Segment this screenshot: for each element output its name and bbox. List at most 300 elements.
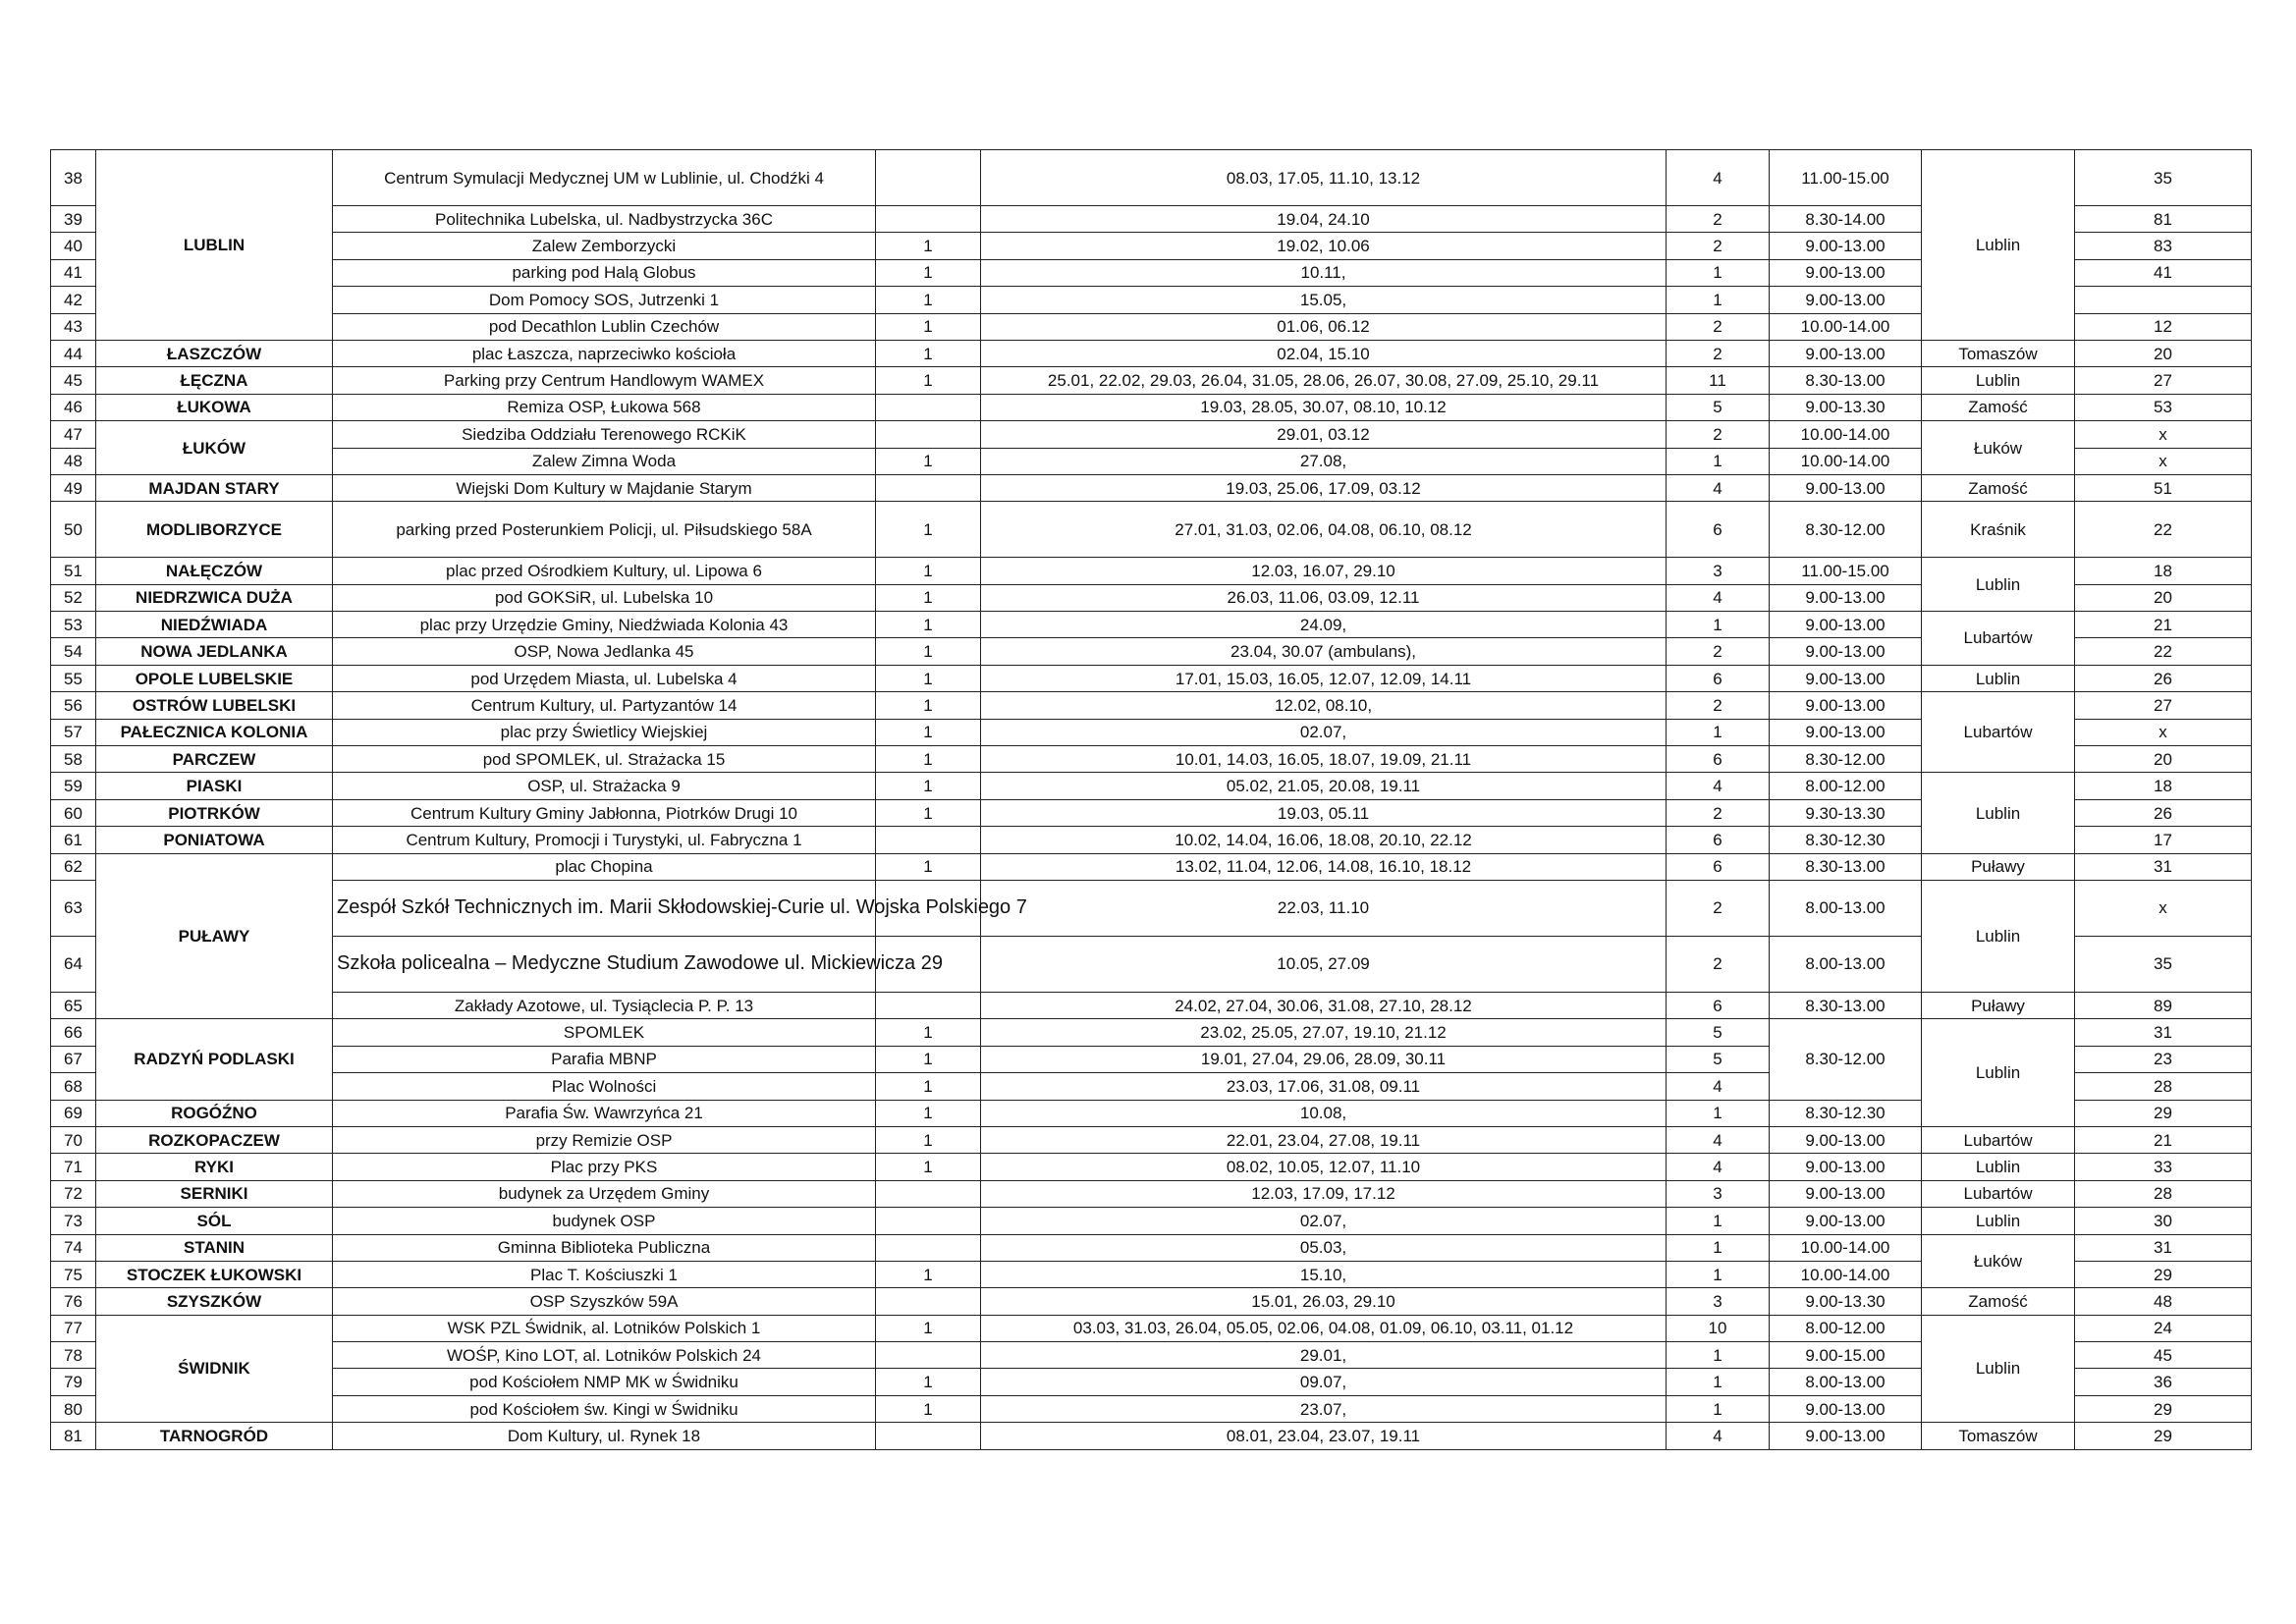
hours-cell: 9.00-13.00 bbox=[1770, 612, 1922, 638]
flag-cell bbox=[876, 1423, 981, 1449]
location-cell: Dom Pomocy SOS, Jutrzenki 1 bbox=[333, 287, 876, 313]
donors-cell: 21 bbox=[2075, 1126, 2252, 1153]
donors-cell: 12 bbox=[2075, 313, 2252, 340]
hours-cell: 9.00-13.00 bbox=[1770, 665, 1922, 691]
location-cell: Dom Kultury, ul. Rynek 18 bbox=[333, 1423, 876, 1449]
location-cell: pod Urzędem Miasta, ul. Lubelska 4 bbox=[333, 665, 876, 691]
row-number-cell: 59 bbox=[51, 773, 96, 799]
city-cell: PONIATOWA bbox=[96, 827, 333, 853]
table-body bbox=[51, 150, 2252, 1450]
count-cell: 4 bbox=[1667, 584, 1770, 611]
hours-cell: 9.00-13.00 bbox=[1770, 1395, 1922, 1422]
flag-cell: 1 bbox=[876, 1315, 981, 1341]
location-cell: pod Kościołem NMP MK w Świdniku bbox=[333, 1369, 876, 1395]
donors-cell: 18 bbox=[2075, 773, 2252, 799]
row-number-cell: 50 bbox=[51, 502, 96, 558]
hours-cell: 8.30-12.00 bbox=[1770, 502, 1922, 558]
row-number-cell: 77 bbox=[51, 1315, 96, 1341]
count-cell: 4 bbox=[1667, 474, 1770, 501]
flag-cell: 1 bbox=[876, 259, 981, 286]
donors-cell: 27 bbox=[2075, 367, 2252, 394]
dates-cell: 24.09, bbox=[981, 612, 1667, 638]
city-cell: SERNIKI bbox=[96, 1180, 333, 1207]
region-cell: Lubartów bbox=[1922, 692, 2075, 773]
flag-cell bbox=[876, 1288, 981, 1315]
flag-cell: 1 bbox=[876, 612, 981, 638]
row-number-cell: 64 bbox=[51, 936, 96, 992]
city-cell: ROZKOPACZEW bbox=[96, 1126, 333, 1153]
location-cell: OSP, Nowa Jedlanka 45 bbox=[333, 638, 876, 665]
flag-cell: 1 bbox=[876, 502, 981, 558]
dates-cell: 19.02, 10.06 bbox=[981, 233, 1667, 259]
city-cell: NAŁĘCZÓW bbox=[96, 558, 333, 584]
hours-cell: 8.00-13.00 bbox=[1770, 1369, 1922, 1395]
row-number-cell: 53 bbox=[51, 612, 96, 638]
table-row bbox=[51, 992, 2252, 1018]
location-cell: budynek za Urzędem Gminy bbox=[333, 1180, 876, 1207]
row-number-cell: 51 bbox=[51, 558, 96, 584]
location-cell: Parking przy Centrum Handlowym WAMEX bbox=[333, 367, 876, 394]
city-cell: ŚWIDNIK bbox=[96, 1315, 333, 1423]
region-cell: Zamość bbox=[1922, 474, 2075, 501]
flag-cell: 1 bbox=[876, 448, 981, 474]
location-cell: plac Chopina bbox=[333, 853, 876, 880]
donors-cell: 53 bbox=[2075, 394, 2252, 420]
count-cell: 1 bbox=[1667, 1208, 1770, 1234]
dates-cell: 08.03, 17.05, 11.10, 13.12 bbox=[981, 150, 1667, 206]
flag-cell: 1 bbox=[876, 1154, 981, 1180]
dates-cell: 24.02, 27.04, 30.06, 31.08, 27.10, 28.12 bbox=[981, 992, 1667, 1018]
hours-cell: 8.30-12.30 bbox=[1770, 1100, 1922, 1126]
dates-cell: 12.03, 17.09, 17.12 bbox=[981, 1180, 1667, 1207]
row-number-cell: 74 bbox=[51, 1234, 96, 1261]
count-cell: 3 bbox=[1667, 558, 1770, 584]
flag-cell: 1 bbox=[876, 367, 981, 394]
count-cell: 6 bbox=[1667, 665, 1770, 691]
table-row bbox=[51, 1395, 2252, 1422]
donors-cell: 30 bbox=[2075, 1208, 2252, 1234]
schedule-table bbox=[50, 149, 2252, 1450]
hours-cell: 10.00-14.00 bbox=[1770, 313, 1922, 340]
row-number-cell: 78 bbox=[51, 1342, 96, 1369]
location-cell: przy Remizie OSP bbox=[333, 1126, 876, 1153]
location-cell: Zalew Zemborzycki bbox=[333, 233, 876, 259]
flag-cell: 1 bbox=[876, 1046, 981, 1072]
hours-cell: 9.00-13.30 bbox=[1770, 1288, 1922, 1315]
row-number-cell: 54 bbox=[51, 638, 96, 665]
dates-cell: 12.02, 08.10, bbox=[981, 692, 1667, 719]
hours-cell: 8.30-12.30 bbox=[1770, 827, 1922, 853]
count-cell: 1 bbox=[1667, 448, 1770, 474]
table-row bbox=[51, 936, 2252, 992]
row-number-cell: 57 bbox=[51, 719, 96, 745]
count-cell: 6 bbox=[1667, 746, 1770, 773]
table-row bbox=[51, 1423, 2252, 1449]
table-row bbox=[51, 313, 2252, 340]
count-cell: 1 bbox=[1667, 1395, 1770, 1422]
flag-cell bbox=[876, 1208, 981, 1234]
city-cell: STANIN bbox=[96, 1234, 333, 1261]
donors-cell: 29 bbox=[2075, 1100, 2252, 1126]
hours-cell: 8.30-13.00 bbox=[1770, 367, 1922, 394]
donors-cell: 33 bbox=[2075, 1154, 2252, 1180]
dates-cell: 12.03, 16.07, 29.10 bbox=[981, 558, 1667, 584]
table-row bbox=[51, 638, 2252, 665]
flag-cell bbox=[876, 827, 981, 853]
city-cell: MODLIBORZYCE bbox=[96, 502, 333, 558]
donors-cell: 24 bbox=[2075, 1315, 2252, 1341]
region-cell: Lublin bbox=[1922, 150, 2075, 341]
hours-cell: 8.30-13.00 bbox=[1770, 853, 1922, 880]
location-cell: Remiza OSP, Łukowa 568 bbox=[333, 394, 876, 420]
dates-cell: 23.07, bbox=[981, 1395, 1667, 1422]
city-cell: SZYSZKÓW bbox=[96, 1288, 333, 1315]
count-cell: 2 bbox=[1667, 313, 1770, 340]
city-cell: PIOTRKÓW bbox=[96, 799, 333, 826]
count-cell: 2 bbox=[1667, 206, 1770, 233]
dates-cell: 23.04, 30.07 (ambulans), bbox=[981, 638, 1667, 665]
count-cell: 4 bbox=[1667, 1154, 1770, 1180]
city-cell: RADZYŃ PODLASKI bbox=[96, 1019, 333, 1100]
table-row bbox=[51, 799, 2252, 826]
table-row bbox=[51, 1208, 2252, 1234]
count-cell: 1 bbox=[1667, 259, 1770, 286]
donors-cell: 23 bbox=[2075, 1046, 2252, 1072]
location-cell: OSP, ul. Strażacka 9 bbox=[333, 773, 876, 799]
table-row bbox=[51, 150, 2252, 206]
city-cell: ŁUKÓW bbox=[96, 421, 333, 475]
donors-cell: 27 bbox=[2075, 692, 2252, 719]
donors-cell: x bbox=[2075, 448, 2252, 474]
location-cell: Plac przy PKS bbox=[333, 1154, 876, 1180]
flag-cell: 1 bbox=[876, 1395, 981, 1422]
donors-cell: 29 bbox=[2075, 1395, 2252, 1422]
region-cell: Lublin bbox=[1922, 1154, 2075, 1180]
count-cell: 11 bbox=[1667, 367, 1770, 394]
row-number-cell: 42 bbox=[51, 287, 96, 313]
count-cell: 4 bbox=[1667, 1423, 1770, 1449]
location-cell: plac przed Ośrodkiem Kultury, ul. Lipowa 6 bbox=[333, 558, 876, 584]
table-row bbox=[51, 394, 2252, 420]
location-cell: Centrum Kultury, ul. Partyzantów 14 bbox=[333, 692, 876, 719]
region-cell: Tomaszów bbox=[1922, 1423, 2075, 1449]
hours-cell: 8.30-12.00 bbox=[1770, 1019, 1922, 1100]
table-row bbox=[51, 1369, 2252, 1395]
donors-cell: 51 bbox=[2075, 474, 2252, 501]
table-row bbox=[51, 1234, 2252, 1261]
flag-cell bbox=[876, 206, 981, 233]
hours-cell: 9.00-13.00 bbox=[1770, 340, 1922, 366]
row-number-cell: 40 bbox=[51, 233, 96, 259]
dates-cell: 13.02, 11.04, 12.06, 14.08, 16.10, 18.12 bbox=[981, 853, 1667, 880]
location-cell: WSK PZL Świdnik, al. Lotników Polskich 1 bbox=[333, 1315, 876, 1341]
hours-cell: 9.00-13.00 bbox=[1770, 584, 1922, 611]
hours-cell: 8.00-12.00 bbox=[1770, 773, 1922, 799]
row-number-cell: 48 bbox=[51, 448, 96, 474]
location-cell: parking pod Halą Globus bbox=[333, 259, 876, 286]
donors-cell: 20 bbox=[2075, 584, 2252, 611]
dates-cell: 02.07, bbox=[981, 1208, 1667, 1234]
dates-cell: 19.04, 24.10 bbox=[981, 206, 1667, 233]
dates-cell: 10.02, 14.04, 16.06, 18.08, 20.10, 22.12 bbox=[981, 827, 1667, 853]
dates-cell: 27.01, 31.03, 02.06, 04.08, 06.10, 08.12 bbox=[981, 502, 1667, 558]
count-cell: 4 bbox=[1667, 1126, 1770, 1153]
count-cell: 6 bbox=[1667, 827, 1770, 853]
hours-cell: 9.30-13.30 bbox=[1770, 799, 1922, 826]
row-number-cell: 62 bbox=[51, 853, 96, 880]
table-row bbox=[51, 206, 2252, 233]
count-cell: 1 bbox=[1667, 719, 1770, 745]
dates-cell: 10.08, bbox=[981, 1100, 1667, 1126]
region-cell: Zamość bbox=[1922, 394, 2075, 420]
dates-cell: 02.07, bbox=[981, 719, 1667, 745]
count-cell: 1 bbox=[1667, 1261, 1770, 1287]
count-cell: 1 bbox=[1667, 1100, 1770, 1126]
row-number-cell: 58 bbox=[51, 746, 96, 773]
hours-cell: 9.00-13.00 bbox=[1770, 1126, 1922, 1153]
flag-cell: 1 bbox=[876, 746, 981, 773]
location-cell: Plac T. Kościuszki 1 bbox=[333, 1261, 876, 1287]
location-cell: Centrum Kultury Gminy Jabłonna, Piotrków Drugi 10 bbox=[333, 799, 876, 826]
city-cell: OSTRÓW LUBELSKI bbox=[96, 692, 333, 719]
region-cell: Lublin bbox=[1922, 558, 2075, 612]
hours-cell: 8.00-12.00 bbox=[1770, 1315, 1922, 1341]
region-cell: Łuków bbox=[1922, 421, 2075, 475]
row-number-cell: 60 bbox=[51, 799, 96, 826]
table-row bbox=[51, 1100, 2252, 1126]
table-row bbox=[51, 421, 2252, 448]
hours-cell: 9.00-13.00 bbox=[1770, 1154, 1922, 1180]
donors-cell: x bbox=[2075, 719, 2252, 745]
city-cell: RYKI bbox=[96, 1154, 333, 1180]
flag-cell: 1 bbox=[876, 692, 981, 719]
hours-cell: 9.00-13.00 bbox=[1770, 233, 1922, 259]
city-cell: NOWA JEDLANKA bbox=[96, 638, 333, 665]
donors-cell: 22 bbox=[2075, 638, 2252, 665]
city-cell: MAJDAN STARY bbox=[96, 474, 333, 501]
donors-cell: x bbox=[2075, 880, 2252, 936]
flag-cell: 1 bbox=[876, 313, 981, 340]
table-row bbox=[51, 1126, 2252, 1153]
hours-cell: 9.00-13.00 bbox=[1770, 638, 1922, 665]
hours-cell: 8.30-14.00 bbox=[1770, 206, 1922, 233]
location-cell: plac przy Urzędzie Gminy, Niedźwiada Kolonia 43 bbox=[333, 612, 876, 638]
flag-cell: 1 bbox=[876, 719, 981, 745]
region-cell: Lublin bbox=[1922, 665, 2075, 691]
region-cell: Puławy bbox=[1922, 992, 2075, 1018]
dates-cell: 19.01, 27.04, 29.06, 28.09, 30.11 bbox=[981, 1046, 1667, 1072]
location-cell: Gminna Biblioteka Publiczna bbox=[333, 1234, 876, 1261]
row-number-cell: 55 bbox=[51, 665, 96, 691]
donors-cell: 18 bbox=[2075, 558, 2252, 584]
row-number-cell: 45 bbox=[51, 367, 96, 394]
table-row bbox=[51, 1288, 2252, 1315]
hours-cell: 9.00-13.00 bbox=[1770, 1423, 1922, 1449]
flag-cell: 1 bbox=[876, 1019, 981, 1046]
row-number-cell: 66 bbox=[51, 1019, 96, 1046]
dates-cell: 15.05, bbox=[981, 287, 1667, 313]
hours-cell: 9.00-15.00 bbox=[1770, 1342, 1922, 1369]
region-cell: Lublin bbox=[1922, 880, 2075, 992]
dates-cell: 10.11, bbox=[981, 259, 1667, 286]
row-number-cell: 47 bbox=[51, 421, 96, 448]
table-row bbox=[51, 1154, 2252, 1180]
city-cell: LUBLIN bbox=[96, 150, 333, 341]
flag-cell: 1 bbox=[876, 584, 981, 611]
city-cell: PAŁECZNICA KOLONIA bbox=[96, 719, 333, 745]
dates-cell: 19.03, 25.06, 17.09, 03.12 bbox=[981, 474, 1667, 501]
count-cell: 5 bbox=[1667, 1046, 1770, 1072]
city-cell: TARNOGRÓD bbox=[96, 1423, 333, 1449]
hours-cell: 8.30-13.00 bbox=[1770, 992, 1922, 1018]
table-row bbox=[51, 1342, 2252, 1369]
hours-cell: 9.00-13.00 bbox=[1770, 1180, 1922, 1207]
dates-cell: 22.03, 11.10 bbox=[981, 880, 1667, 936]
count-cell: 2 bbox=[1667, 233, 1770, 259]
hours-cell: 9.00-13.00 bbox=[1770, 287, 1922, 313]
table-row bbox=[51, 1261, 2252, 1287]
flag-cell: 1 bbox=[876, 1073, 981, 1100]
donors-cell: x bbox=[2075, 421, 2252, 448]
count-cell: 2 bbox=[1667, 936, 1770, 992]
location-cell: Parafia MBNP bbox=[333, 1046, 876, 1072]
count-cell: 1 bbox=[1667, 612, 1770, 638]
count-cell: 1 bbox=[1667, 287, 1770, 313]
flag-cell bbox=[876, 1342, 981, 1369]
location-cell: Zalew Zimna Woda bbox=[333, 448, 876, 474]
donors-cell: 83 bbox=[2075, 233, 2252, 259]
region-cell: Lublin bbox=[1922, 1315, 2075, 1423]
donors-cell: 35 bbox=[2075, 150, 2252, 206]
location-cell: Szkoła policealna – Medyczne Studium Zawodowe ul. Mickiewicza 29 bbox=[333, 936, 876, 992]
location-cell: plac Łaszcza, naprzeciwko kościoła bbox=[333, 340, 876, 366]
donors-cell: 35 bbox=[2075, 936, 2252, 992]
row-number-cell: 80 bbox=[51, 1395, 96, 1422]
donors-cell: 31 bbox=[2075, 1234, 2252, 1261]
region-cell: Lublin bbox=[1922, 1019, 2075, 1127]
location-cell: Centrum Symulacji Medycznej UM w Lublinie, ul. Chodźki 4 bbox=[333, 150, 876, 206]
count-cell: 10 bbox=[1667, 1315, 1770, 1341]
location-cell: parking przed Posterunkiem Policji, ul. Piłsudskiego 58A bbox=[333, 502, 876, 558]
city-cell: ŁUKOWA bbox=[96, 394, 333, 420]
region-cell: Kraśnik bbox=[1922, 502, 2075, 558]
dates-cell: 25.01, 22.02, 29.03, 26.04, 31.05, 28.06, 26.07, 30.08, 27.09, 25.10, 29.11 bbox=[981, 367, 1667, 394]
donors-cell bbox=[2075, 287, 2252, 313]
donors-cell: 26 bbox=[2075, 665, 2252, 691]
table-row bbox=[51, 853, 2252, 880]
location-cell: pod SPOMLEK, ul. Strażacka 15 bbox=[333, 746, 876, 773]
table-row bbox=[51, 558, 2252, 584]
region-cell: Lublin bbox=[1922, 367, 2075, 394]
location-cell: Politechnika Lubelska, ul. Nadbystrzycka 36C bbox=[333, 206, 876, 233]
region-cell: Lubartów bbox=[1922, 1126, 2075, 1153]
donors-cell: 26 bbox=[2075, 799, 2252, 826]
count-cell: 2 bbox=[1667, 692, 1770, 719]
location-cell: WOŚP, Kino LOT, al. Lotników Polskich 24 bbox=[333, 1342, 876, 1369]
table-row bbox=[51, 746, 2252, 773]
region-cell: Zamość bbox=[1922, 1288, 2075, 1315]
city-cell: SÓL bbox=[96, 1208, 333, 1234]
dates-cell: 10.05, 27.09 bbox=[981, 936, 1667, 992]
count-cell: 2 bbox=[1667, 799, 1770, 826]
dates-cell: 22.01, 23.04, 27.08, 19.11 bbox=[981, 1126, 1667, 1153]
flag-cell: 1 bbox=[876, 558, 981, 584]
flag-cell: 1 bbox=[876, 1126, 981, 1153]
table-row bbox=[51, 367, 2252, 394]
hours-cell: 9.00-13.00 bbox=[1770, 259, 1922, 286]
donors-cell: 41 bbox=[2075, 259, 2252, 286]
region-cell: Tomaszów bbox=[1922, 340, 2075, 366]
count-cell: 1 bbox=[1667, 1234, 1770, 1261]
dates-cell: 27.08, bbox=[981, 448, 1667, 474]
flag-cell bbox=[876, 394, 981, 420]
row-number-cell: 56 bbox=[51, 692, 96, 719]
donors-cell: 48 bbox=[2075, 1288, 2252, 1315]
hours-cell: 9.00-13.00 bbox=[1770, 474, 1922, 501]
table-row bbox=[51, 448, 2252, 474]
city-cell: NIEDRZWICA DUŻA bbox=[96, 584, 333, 611]
donors-cell: 31 bbox=[2075, 853, 2252, 880]
location-cell: Zakłady Azotowe, ul. Tysiąclecia P. P. 13 bbox=[333, 992, 876, 1018]
donors-cell: 29 bbox=[2075, 1261, 2252, 1287]
location-cell: budynek OSP bbox=[333, 1208, 876, 1234]
hours-cell: 8.00-13.00 bbox=[1770, 936, 1922, 992]
row-number-cell: 75 bbox=[51, 1261, 96, 1287]
donors-cell: 28 bbox=[2075, 1073, 2252, 1100]
location-cell: SPOMLEK bbox=[333, 1019, 876, 1046]
location-cell: pod Kościołem św. Kingi w Świdniku bbox=[333, 1395, 876, 1422]
row-number-cell: 43 bbox=[51, 313, 96, 340]
city-cell: ROGÓŹNO bbox=[96, 1100, 333, 1126]
row-number-cell: 49 bbox=[51, 474, 96, 501]
flag-cell: 1 bbox=[876, 773, 981, 799]
dates-cell: 29.01, bbox=[981, 1342, 1667, 1369]
flag-cell: 1 bbox=[876, 853, 981, 880]
location-cell: OSP Szyszków 59A bbox=[333, 1288, 876, 1315]
flag-cell: 1 bbox=[876, 638, 981, 665]
flag-cell: 1 bbox=[876, 340, 981, 366]
hours-cell: 8.00-13.00 bbox=[1770, 880, 1922, 936]
hours-cell: 10.00-14.00 bbox=[1770, 421, 1922, 448]
location-cell: Plac Wolności bbox=[333, 1073, 876, 1100]
dates-cell: 02.04, 15.10 bbox=[981, 340, 1667, 366]
table-row bbox=[51, 1315, 2252, 1341]
dates-cell: 26.03, 11.06, 03.09, 12.11 bbox=[981, 584, 1667, 611]
row-number-cell: 65 bbox=[51, 992, 96, 1018]
donors-cell: 21 bbox=[2075, 612, 2252, 638]
flag-cell: 1 bbox=[876, 799, 981, 826]
donors-cell: 31 bbox=[2075, 1019, 2252, 1046]
donors-cell: 17 bbox=[2075, 827, 2252, 853]
row-number-cell: 44 bbox=[51, 340, 96, 366]
donors-cell: 89 bbox=[2075, 992, 2252, 1018]
table-row bbox=[51, 1180, 2252, 1207]
table-row bbox=[51, 880, 2252, 936]
city-cell: OPOLE LUBELSKIE bbox=[96, 665, 333, 691]
donors-cell: 22 bbox=[2075, 502, 2252, 558]
region-cell: Lublin bbox=[1922, 773, 2075, 853]
city-cell: ŁASZCZÓW bbox=[96, 340, 333, 366]
flag-cell bbox=[876, 474, 981, 501]
dates-cell: 08.02, 10.05, 12.07, 11.10 bbox=[981, 1154, 1667, 1180]
dates-cell: 29.01, 03.12 bbox=[981, 421, 1667, 448]
row-number-cell: 81 bbox=[51, 1423, 96, 1449]
table-row bbox=[51, 612, 2252, 638]
location-cell: Zespół Szkół Technicznych im. Marii Skłodowskiej-Curie ul. Wojska Polskiego 7 bbox=[333, 880, 876, 936]
hours-cell: 9.00-13.00 bbox=[1770, 719, 1922, 745]
count-cell: 6 bbox=[1667, 992, 1770, 1018]
city-cell: STOCZEK ŁUKOWSKI bbox=[96, 1261, 333, 1287]
